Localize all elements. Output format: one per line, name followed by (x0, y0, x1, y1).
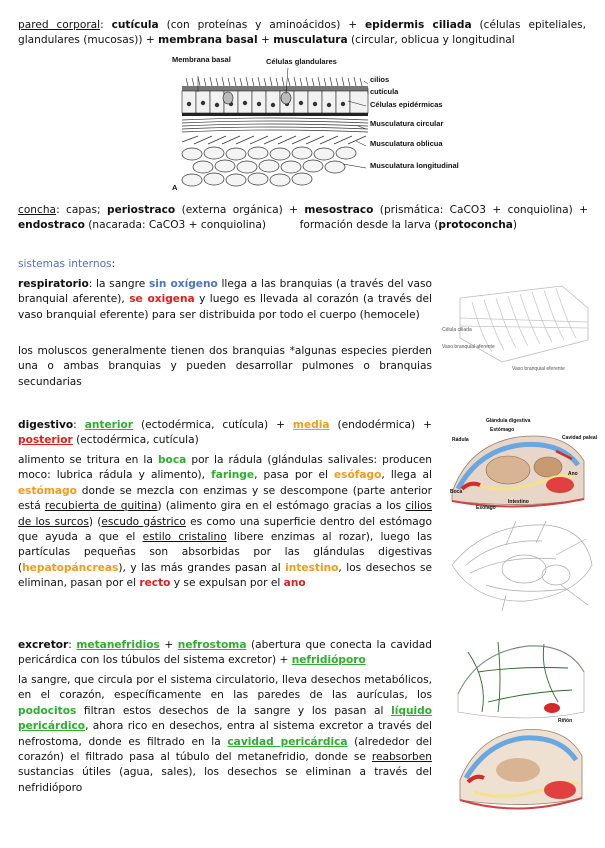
musculature-term: musculatura (273, 34, 348, 47)
label-mouth: Boca (450, 489, 463, 495)
excretory-paragraph: la sangre, que circula por el sistema circulatorio, lleva desechos metabólicos, en el corazón, específicamente en las paredes de las aurículas, los podocitos filtran estos desechos de la sangre y los pasan al líquido pericárdico, ahora rico en desechos, entra al sistema excretor a través del nefrostoma, donde es filtrado en la cavidad pericárdica (alrededor del corazón) el filtrado pasa al túbulo del metanefridio, donde se reabsorben sustancias útiles (agua, sales), los desechos se eliminan a través del nefridióporo (18, 674, 433, 794)
grooves-cilia-term: cilios de los surcos (18, 500, 432, 528)
label-efferent-vessel: Vaso branquial eferente (512, 366, 565, 372)
mesostracum-term: mesostraco (304, 204, 374, 216)
respiratory-term: respiratorio (18, 278, 89, 290)
body-wall-paragraph: pared corporal: cutícula (con proteínas y aminoácidos) + epidermis ciliada (células epiteliales, glandulares (mucosas)) + membrana basal + musculatura (circular, oblicua y longitudinal (18, 19, 587, 47)
mouth-term: boca (157, 454, 187, 466)
posterior-term: posterior (18, 434, 73, 447)
middle-term: media (292, 419, 330, 431)
esophagus-term: esófago (334, 469, 382, 482)
figure-letter: A (172, 183, 178, 192)
gastric-shield-term: escudo gástrico (101, 515, 186, 528)
label-cilia: cilios (370, 75, 390, 84)
endostracum-term: endostraco (18, 219, 85, 232)
epidermis-term: epidermis ciliada (364, 19, 472, 31)
nephrostome-term: nefrostoma (177, 639, 247, 651)
reabsorb-term: reabsorben (371, 751, 432, 764)
hepatopancreas-term: hepatopáncreas (22, 561, 119, 574)
internal-systems-heading: sistemas internos: (18, 258, 116, 270)
digestive-term: digestivo (18, 419, 74, 431)
cuticle-term: cutícula (111, 19, 159, 31)
label-epidermal-cells: Células epidérmicas (370, 100, 443, 109)
pericardial-cavity-term: cavidad pericárdica (227, 735, 348, 748)
label-kidney: Riñón (558, 718, 573, 724)
pharynx-term: faringe (211, 469, 255, 482)
metanephridia-term: metanefridios (76, 639, 160, 651)
crystalline-style-term: estilo cristalino (142, 531, 227, 544)
pericardial-fluid-term: líquido pericárdico (18, 704, 432, 733)
excretory-term: excretor (18, 639, 69, 651)
podocytes-term: podocitos (18, 704, 77, 717)
nephridiopore-term: nefridióporo (291, 654, 366, 667)
label-stomach: Estómago (490, 427, 515, 433)
digestive-paragraph: alimento se tritura en la boca por la rádula (glándulas salivales: producen moco: lubrica rádula y alimento), faringe, pasa por el esófago, llega al estómago donde se mezcla con enzimas y se descompone (parte anterior está recubierta de quitina) (alimento gira en el estómago gracias a los cilios de los surcos) (escudo gástrico es como una superficie dentro del estómago que ayuda a que el estilo cristalino libere enzimas al rozar), luego las partículas pequeñas son absorbidas por las glándulas digestivas (hepatopáncreas), y las más grandes pasan al intestino, los desechos se eliminan, pasan por el recto y se expulsan por el ano (18, 454, 433, 590)
digestive-line-figure (446, 515, 596, 613)
label-afferent-vessel: Vaso branquial aferente (442, 344, 495, 350)
periostracum-term: periostraco (107, 204, 176, 216)
intestine-term: intestino (285, 561, 339, 574)
digestive-figure (448, 415, 598, 513)
label-longitudinal-muscle: Musculatura longitudinal (370, 161, 459, 170)
label-circular-muscle: Musculatura circular (370, 119, 444, 128)
digestive-heading: digestivo: anterior (ectodérmica, cutícula) + media (endodérmica) + posterior (ectodérmica, cutícula) (18, 419, 432, 447)
label-anus: Ano (568, 471, 578, 477)
protoconch-term: protoconcha (438, 219, 513, 232)
anterior-term: anterior (84, 419, 134, 431)
deoxygenated-term: sin oxígeno (148, 278, 218, 290)
label-intestine: Intestino (508, 499, 529, 505)
excretory-figure (448, 632, 588, 828)
anus-term: ano (283, 577, 306, 590)
stomach-term: estómago (18, 484, 77, 497)
label-glandular-cells: Células glandulares (266, 57, 337, 66)
oxygenated-term: se oxigena (129, 293, 195, 306)
label-radula: Rádula (452, 437, 469, 443)
excretory-heading: excretor: metanefridios + nefrostoma (abertura que conecta la cavidad pericárdica con los túbulos del sistema excretor) + nefridióporo (18, 639, 432, 667)
shell-term: concha (18, 204, 57, 216)
chitin-term: recubierta de quitina (44, 500, 158, 513)
label-basal-membrane: Membrana basal (172, 55, 231, 64)
label-oblique-muscle: Musculatura oblicua (370, 139, 443, 148)
label-digestive-gland: Glándula digestiva (486, 418, 531, 424)
body-wall-term: pared corporal (18, 19, 101, 31)
label-mantle-cavity: Cavidad paleal (562, 435, 598, 441)
respiratory-note: los moluscos generalmente tienen dos branquias *algunas especies pierden una o ambas branquias y pueden desarrollar pulmones o branquias secundarias (18, 345, 432, 388)
label-cuticle: cutícula (370, 87, 399, 96)
rectum-term: recto (139, 577, 171, 590)
basal-membrane-term: membrana basal (158, 34, 258, 47)
gill-figure (442, 278, 592, 378)
body-wall-figure (168, 55, 459, 196)
label-ciliated-cell: Célula ciliada (442, 327, 472, 333)
label-esophagus: Esófago (476, 505, 496, 511)
shell-paragraph: concha: capas; periostraco (externa orgánica) + mesostraco (prismática: CaCO3 + conquiolina) + endostraco (nacarada: CaCO3 + conquiolina) formación desde la larva (protoconcha) (18, 204, 588, 232)
respiratory-paragraph: respiratorio: la sangre sin oxígeno llega a las branquias (a través del vaso branquial aferente), se oxigena y luego es llevada al corazón (a través del vaso branquial eferente) para ser distribuida por todo el cuerpo (hemocele) (18, 278, 432, 321)
